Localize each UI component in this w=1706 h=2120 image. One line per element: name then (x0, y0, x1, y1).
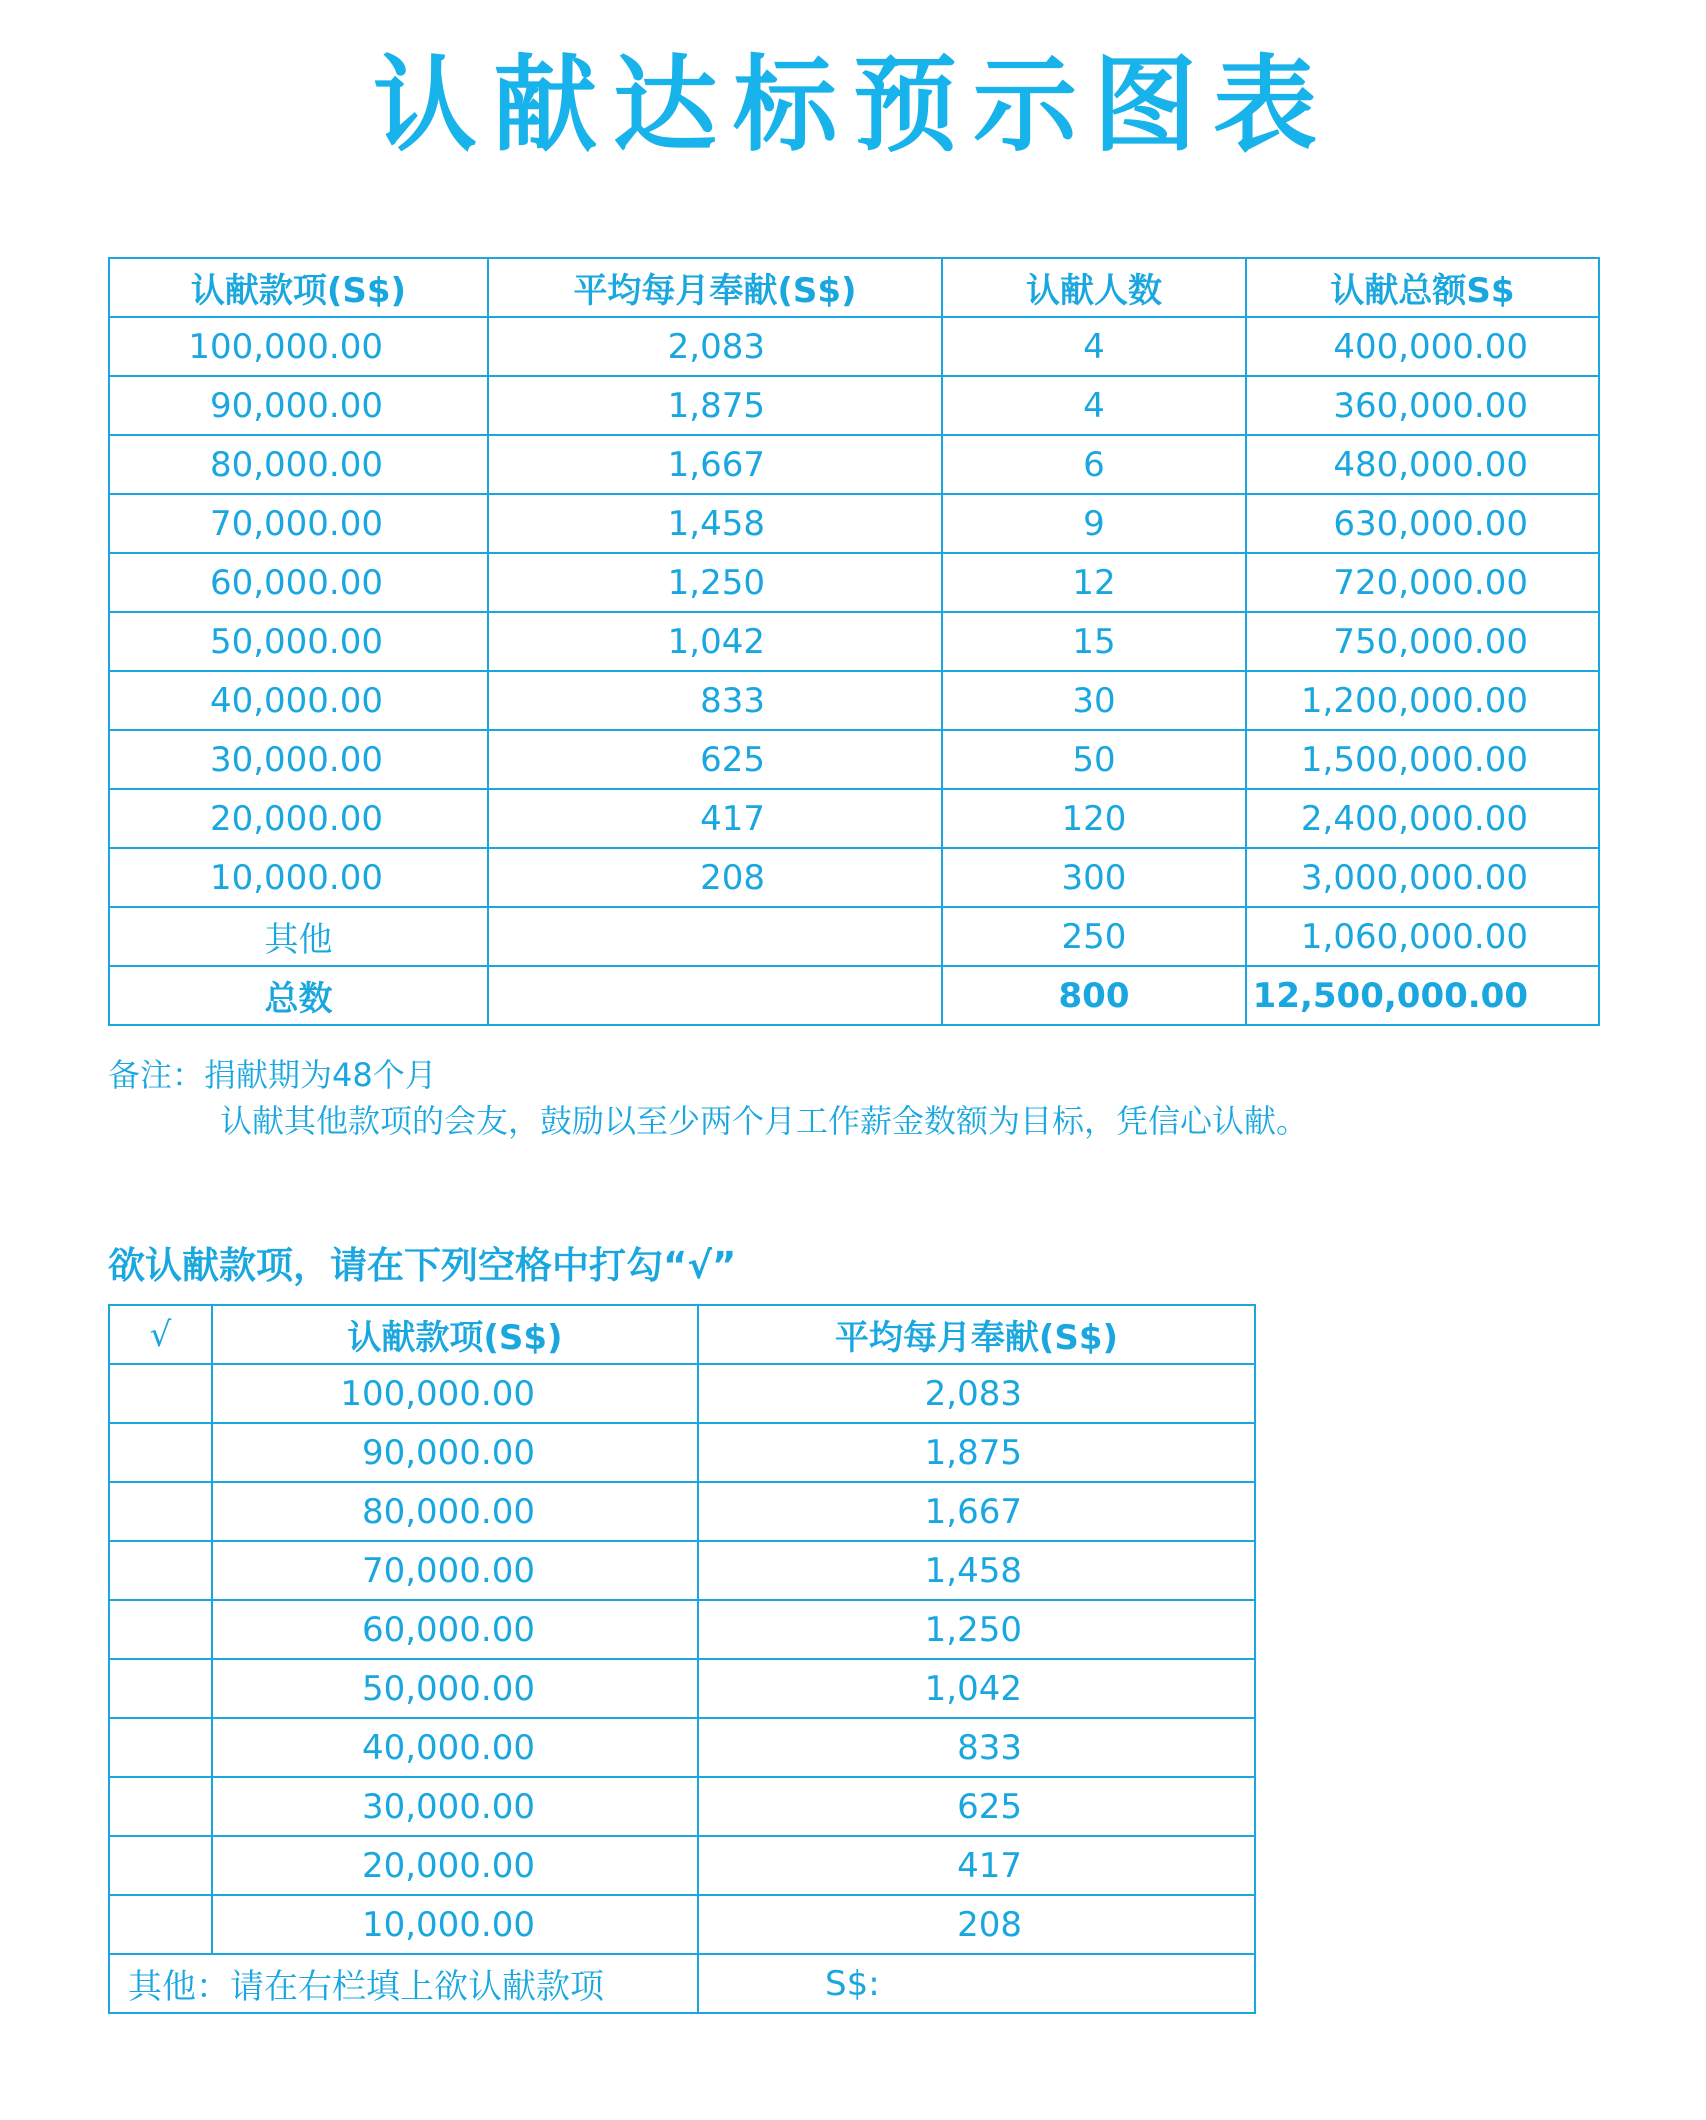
pledge-other-label: 其他：请在右栏填上欲认献款项 (109, 1954, 698, 2013)
pledge-total-cell: 1,500,000.00 (1246, 730, 1599, 789)
table-row (109, 730, 1599, 789)
pledge-checkbox-cell[interactable] (109, 1541, 212, 1600)
pledge-checkbox-cell[interactable] (109, 1659, 212, 1718)
table-header-row (109, 258, 1599, 317)
table-row (109, 671, 1599, 730)
pledge-total-cell: 3,000,000.00 (1246, 848, 1599, 907)
pledge-row (109, 1659, 1255, 1718)
pledge-amount-cell: 80,000.00 (109, 435, 488, 494)
pledge-amount-cell: 20,000.00 (212, 1836, 698, 1895)
monthly-average-cell: 1,042 (488, 612, 942, 671)
monthly-average-cell: 625 (488, 730, 942, 789)
monthly-average-cell: 1,250 (698, 1600, 1255, 1659)
pledger-count-cell: 4 (942, 317, 1246, 376)
notes-line-1: 捐献期为48个月 (204, 1056, 437, 1094)
pledge-checkbox-cell[interactable] (109, 1718, 212, 1777)
header-pledge-amount: 认献款项(S$) (212, 1305, 698, 1364)
pledge-row (109, 1364, 1255, 1423)
pledge-row (109, 1777, 1255, 1836)
pledger-count-cell: 12 (942, 553, 1246, 612)
pledge-other-amount-field[interactable] (698, 1954, 1255, 2013)
monthly-average-cell: 1,458 (488, 494, 942, 553)
other-row (109, 907, 1599, 966)
notes (108, 1052, 1308, 1144)
pledge-amount-cell: 90,000.00 (109, 376, 488, 435)
pledge-form-heading: 欲认献款项，请在下列空格中打勾“√” (108, 1244, 737, 1287)
monthly-average-cell: 833 (698, 1718, 1255, 1777)
pledge-total-cell: 720,000.00 (1246, 553, 1599, 612)
pledge-row (109, 1482, 1255, 1541)
other-label: 其他 (109, 907, 488, 966)
pledger-count-cell: 9 (942, 494, 1246, 553)
currency-label: S$: (825, 1963, 880, 2004)
pledge-amount-cell: 40,000.00 (109, 671, 488, 730)
monthly-average-cell: 1,458 (698, 1541, 1255, 1600)
total-monthly-empty (488, 966, 942, 1025)
monthly-average-cell: 833 (488, 671, 942, 730)
table-row (109, 848, 1599, 907)
monthly-average-cell: 417 (488, 789, 942, 848)
pledge-other-row (109, 1954, 1255, 2013)
pledge-row (109, 1836, 1255, 1895)
total-row (109, 966, 1599, 1025)
header-pledge-amount: 认献款项(S$) (109, 258, 488, 317)
pledger-count-cell: 15 (942, 612, 1246, 671)
pledger-count-cell: 120 (942, 789, 1246, 848)
pledge-row (109, 1895, 1255, 1954)
header-check-mark: √ (109, 1305, 212, 1364)
pledge-amount-cell: 10,000.00 (212, 1895, 698, 1954)
other-count: 250 (942, 907, 1246, 966)
monthly-average-cell: 1,042 (698, 1659, 1255, 1718)
total-amount: 12,500,000.00 (1246, 966, 1599, 1025)
monthly-average-cell: 625 (698, 1777, 1255, 1836)
total-count: 800 (942, 966, 1246, 1025)
pledge-total-cell: 2,400,000.00 (1246, 789, 1599, 848)
header-monthly-average: 平均每月奉献(S$) (488, 258, 942, 317)
pledge-amount-cell: 30,000.00 (109, 730, 488, 789)
header-pledger-count: 认献人数 (942, 258, 1246, 317)
pledger-count-cell: 30 (942, 671, 1246, 730)
table-row (109, 376, 1599, 435)
pledge-amount-cell: 20,000.00 (109, 789, 488, 848)
pledge-total-cell: 480,000.00 (1246, 435, 1599, 494)
pledge-amount-cell: 50,000.00 (212, 1659, 698, 1718)
pledge-checkbox-cell[interactable] (109, 1777, 212, 1836)
monthly-average-cell: 1,667 (698, 1482, 1255, 1541)
pledge-amount-cell: 100,000.00 (212, 1364, 698, 1423)
pledge-amount-cell: 60,000.00 (109, 553, 488, 612)
pledge-checkbox-cell[interactable] (109, 1423, 212, 1482)
total-label: 总数 (109, 966, 488, 1025)
pledge-total-cell: 360,000.00 (1246, 376, 1599, 435)
pledge-total-cell: 1,200,000.00 (1246, 671, 1599, 730)
pledge-amount-cell: 10,000.00 (109, 848, 488, 907)
pledge-total-cell: 400,000.00 (1246, 317, 1599, 376)
pledge-amount-cell: 40,000.00 (212, 1718, 698, 1777)
pledge-row (109, 1423, 1255, 1482)
monthly-average-cell: 208 (698, 1895, 1255, 1954)
monthly-average-cell: 1,875 (488, 376, 942, 435)
header-pledge-total: 认献总额S$ (1246, 258, 1599, 317)
monthly-average-cell: 208 (488, 848, 942, 907)
other-monthly-empty (488, 907, 942, 966)
pledge-total-cell: 750,000.00 (1246, 612, 1599, 671)
table-row (109, 435, 1599, 494)
monthly-average-cell: 1,667 (488, 435, 942, 494)
pledge-checkbox-cell[interactable] (109, 1600, 212, 1659)
pledge-amount-cell: 100,000.00 (109, 317, 488, 376)
pledge-row (109, 1718, 1255, 1777)
pledge-checkbox-cell[interactable] (109, 1482, 212, 1541)
pledge-amount-cell: 30,000.00 (212, 1777, 698, 1836)
monthly-average-cell: 2,083 (488, 317, 942, 376)
table-row (109, 494, 1599, 553)
table-row (109, 612, 1599, 671)
pledge-total-cell: 630,000.00 (1246, 494, 1599, 553)
pledge-amount-cell: 70,000.00 (109, 494, 488, 553)
monthly-average-cell: 1,250 (488, 553, 942, 612)
pledge-amount-cell: 90,000.00 (212, 1423, 698, 1482)
page-title: 认献达标预示图表 (372, 44, 1333, 166)
pledge-form-table (108, 1304, 1256, 2014)
table-row (109, 553, 1599, 612)
table-row (109, 789, 1599, 848)
pledge-amount-cell: 50,000.00 (109, 612, 488, 671)
pledge-row (109, 1541, 1255, 1600)
pledge-amount-cell: 70,000.00 (212, 1541, 698, 1600)
notes-prefix: 备注： (108, 1056, 205, 1094)
notes-line-2: 认献其他款项的会友，鼓励以至少两个月工作薪金数额为目标，凭信心认献。 (220, 1102, 1309, 1140)
pledge-header-row (109, 1305, 1255, 1364)
table-row (109, 317, 1599, 376)
pledge-checkbox-cell[interactable] (109, 1364, 212, 1423)
pledger-count-cell: 300 (942, 848, 1246, 907)
pledge-summary-table (108, 257, 1600, 1026)
pledger-count-cell: 50 (942, 730, 1246, 789)
pledge-checkbox-cell[interactable] (109, 1895, 212, 1954)
pledger-count-cell: 4 (942, 376, 1246, 435)
monthly-average-cell: 2,083 (698, 1364, 1255, 1423)
monthly-average-cell: 1,875 (698, 1423, 1255, 1482)
pledge-amount-cell: 80,000.00 (212, 1482, 698, 1541)
pledge-checkbox-cell[interactable] (109, 1836, 212, 1895)
monthly-average-cell: 417 (698, 1836, 1255, 1895)
pledge-amount-cell: 60,000.00 (212, 1600, 698, 1659)
other-total: 1,060,000.00 (1246, 907, 1599, 966)
pledger-count-cell: 6 (942, 435, 1246, 494)
pledge-row (109, 1600, 1255, 1659)
header-monthly-average: 平均每月奉献(S$) (698, 1305, 1255, 1364)
